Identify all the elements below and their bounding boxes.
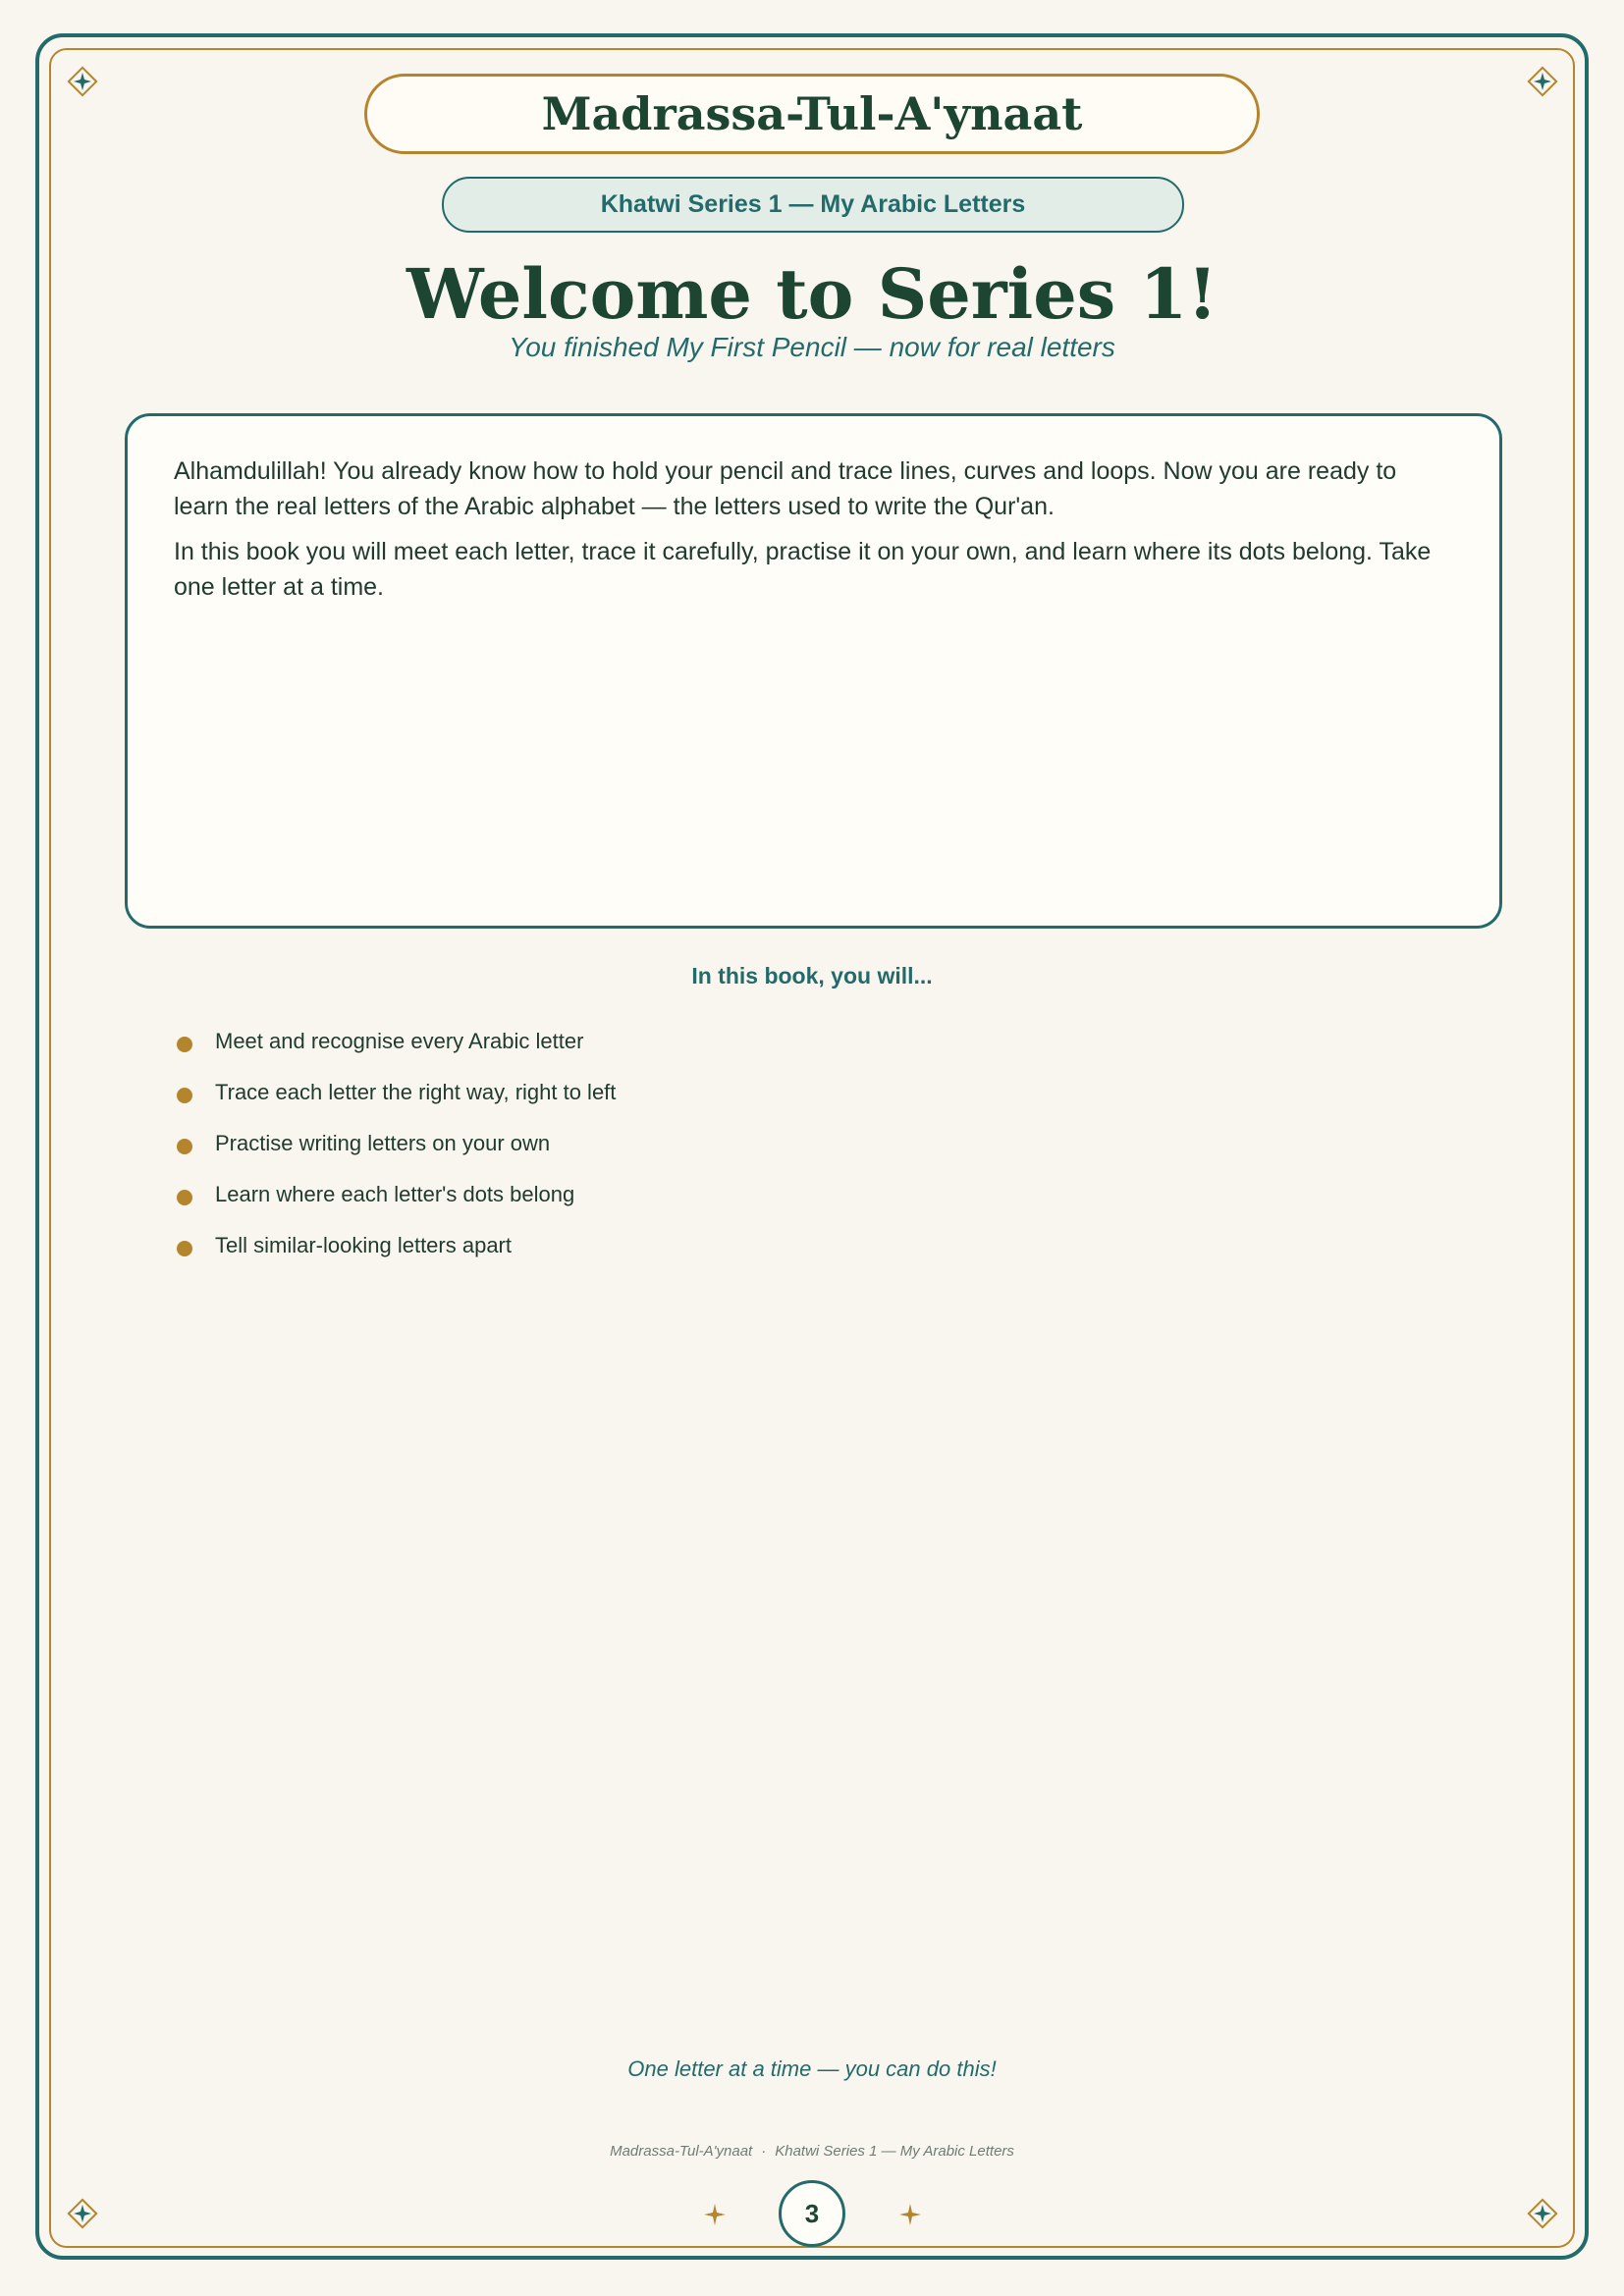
intro-paragraph: Alhamdulillah! You already know how to hold your pencil and trace lines, curves and loops. Now you are ready to learn the real letters of the Arabic alphabet — the letters used to write the Qur'an. [174, 457, 1397, 520]
list-item [177, 1220, 616, 1271]
school-title: Madrassa-Tul-A'ynaat [364, 74, 1260, 154]
bullet-icon [177, 1241, 192, 1256]
intro-paragraph: In this book you will meet each letter, trace it carefully, practise it on your own, and learn where its dots belong. Take one letter at a time. [174, 538, 1432, 601]
list-item-label: Trace each letter the right way, right to left [215, 1080, 617, 1104]
page-subtitle: You finished My First Pencil — now for real letters [509, 332, 1115, 362]
bullet-icon [177, 1037, 192, 1052]
list-item-label: Tell similar-looking letters apart [215, 1233, 512, 1257]
footer-series: Khatwi Series 1 — My Arabic Letters [775, 2143, 1014, 2160]
footer-text [0, 2143, 1624, 2160]
list-item-label: Practise writing letters on your own [215, 1131, 551, 1155]
page-title: Welcome to Series 1! [406, 253, 1218, 335]
footer-separator: · [761, 2143, 767, 2160]
bullet-icon [177, 1088, 192, 1103]
series-badge: Khatwi Series 1 — My Arabic Letters [442, 177, 1184, 233]
bullet-icon [177, 1190, 192, 1205]
encouragement-text: One letter at a time — you can do this! [627, 2056, 997, 2081]
corner-ornament-icon [1526, 65, 1559, 98]
sparkle-icon [898, 2203, 922, 2226]
goals-heading: In this book, you will... [691, 963, 933, 988]
footer-school: Madrassa-Tul-A'ynaat [610, 2143, 753, 2160]
list-item [177, 1067, 616, 1118]
bullet-icon [177, 1139, 192, 1154]
list-item [177, 1016, 616, 1067]
goals-list [177, 1016, 616, 1271]
list-item-label: Learn where each letter's dots belong [215, 1182, 575, 1206]
corner-ornament-icon [1526, 2197, 1559, 2230]
list-item-label: Meet and recognise every Arabic letter [215, 1029, 584, 1053]
page-number: 3 [779, 2180, 845, 2247]
corner-ornament-icon [66, 2197, 99, 2230]
corner-ornament-icon [66, 65, 99, 98]
intro-box [125, 413, 1502, 929]
list-item [177, 1118, 616, 1169]
sparkle-icon [703, 2203, 727, 2226]
list-item [177, 1169, 616, 1220]
